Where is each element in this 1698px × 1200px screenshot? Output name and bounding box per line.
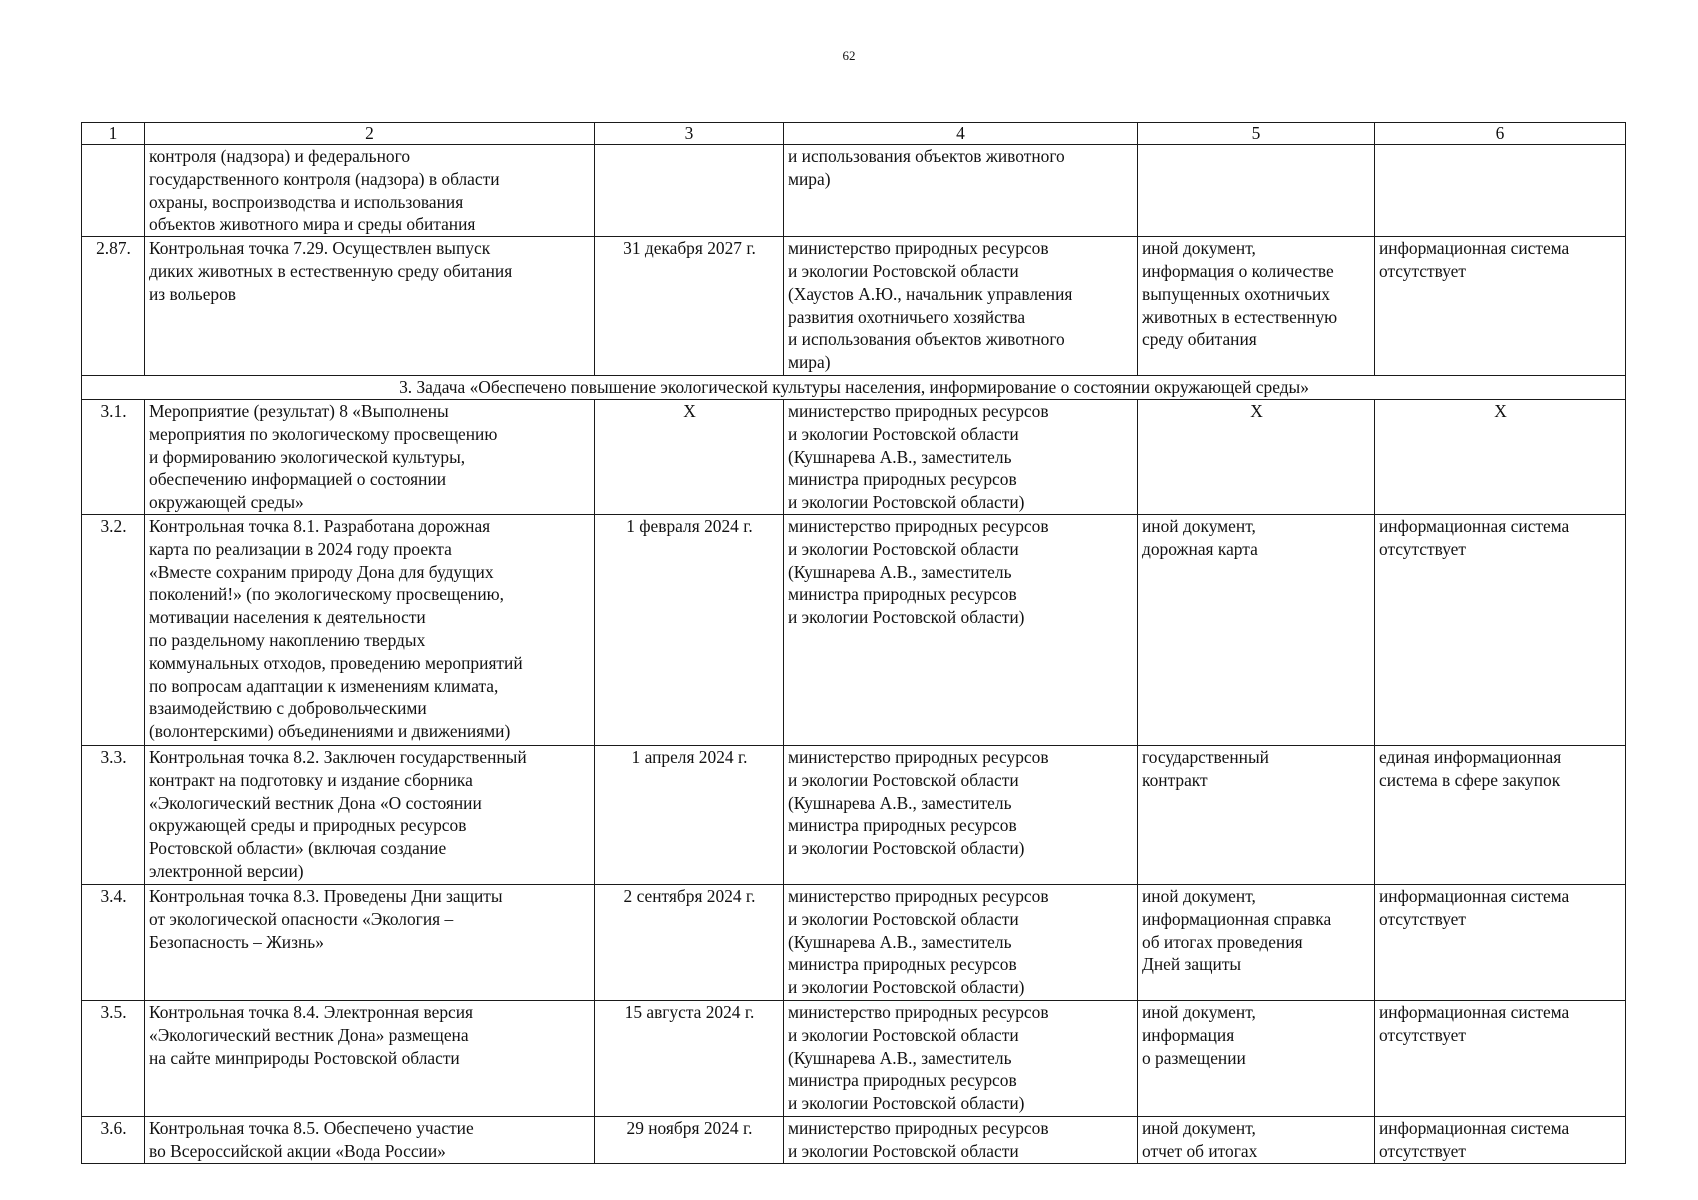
event-name-cell (145, 745, 595, 884)
info-system-cell (1375, 237, 1626, 376)
document-type-text: иной документ, информация о размещении (1142, 1001, 1256, 1068)
table-row (82, 399, 1626, 514)
due-date-cell (595, 145, 784, 237)
info-system-text: информационная система отсутствует (1379, 885, 1570, 929)
column-header-6: 6 (1375, 123, 1626, 145)
table-row (82, 745, 1626, 884)
info-system-text: информационная система отсутствует (1379, 515, 1570, 559)
responsible-text: министерство природных ресурсов и экологии Ростовской области (Кушнарева А.В., заместитель министра природных ресурсов и экологии Ростовской области) (788, 1001, 1049, 1114)
responsible-text: министерство природных ресурсов и экологии Ростовской области (Кушнарева А.В., заместитель министра природных ресурсов и экологии Ростовской области) (788, 400, 1049, 513)
info-system-text: информационная система отсутствует (1379, 1001, 1570, 1045)
event-name-text: контроля (надзора) и федерального государственного контроля (надзора) в области охраны, воспроизводства и использования объектов животного мира и среды обитания (149, 146, 500, 235)
due-date-cell: 29 ноября 2024 г. (595, 1116, 784, 1163)
row-number-cell: 3.2. (82, 514, 145, 745)
table-row (82, 1116, 1626, 1163)
column-header-2: 2 (145, 123, 595, 145)
event-name-cell (145, 399, 595, 514)
responsible-cell (784, 237, 1138, 376)
info-system-cell (1375, 1116, 1626, 1163)
table-row (82, 1000, 1626, 1116)
event-name-cell (145, 145, 595, 237)
column-header-5: 5 (1138, 123, 1375, 145)
responsible-cell (784, 145, 1138, 237)
due-date-cell: 1 апреля 2024 г. (595, 745, 784, 884)
document-type-cell (1138, 884, 1375, 1000)
responsible-text: министерство природных ресурсов и экологии Ростовской области (Хаустов А.Ю., начальник управления развития охотничьего хозяйства и использования объектов животного мира) (788, 238, 1073, 373)
row-number-cell: 3.5. (82, 1000, 145, 1116)
row-number-cell: 3.6. (82, 1116, 145, 1163)
event-name-cell (145, 1000, 595, 1116)
row-number-cell: 3.3. (82, 745, 145, 884)
event-name-text: Контрольная точка 8.2. Заключен государственный контракт на подготовку и издание сборника «Экологический вестник Дона «О состоянии окружающей среды и природных ресурсов Ростовской области» (включая создание электронной версии) (149, 746, 527, 881)
responsible-text: и использования объектов животного мира) (788, 146, 1065, 189)
responsible-text: министерство природных ресурсов и экологии Ростовской области (Кушнарева А.В., заместитель министра природных ресурсов и экологии Ростовской области) (788, 746, 1049, 859)
section-row (82, 376, 1626, 400)
column-header-1: 1 (82, 123, 145, 145)
page-number: 62 (842, 48, 856, 63)
info-system-cell: X (1375, 399, 1626, 514)
column-header-4: 4 (784, 123, 1138, 145)
row-number-cell: 3.4. (82, 884, 145, 1000)
event-name-cell (145, 514, 595, 745)
document-type-text: иной документ, информационная справка об итогах проведения Дней защиты (1142, 885, 1332, 975)
event-name-text: Контрольная точка 8.4. Электронная версия «Экологический вестник Дона» размещена на сайте минприроды Ростовской области (149, 1001, 474, 1068)
section-heading: 3. Задача «Обеспечено повышение экологической культуры населения, информирование о состоянии окружающей среды» (82, 376, 1626, 400)
event-name-cell (145, 237, 595, 376)
document-type-cell (1138, 145, 1375, 237)
document-type-cell (1138, 514, 1375, 745)
event-name-text: Контрольная точка 8.1. Разработана дорожная карта по реализации в 2024 году проекта «Вместе сохраним природу Дона для будущих поколений!» (по экологическому просвещению, мотивации населения к деятельности по раздельному накоплению твердых коммунальных отходов, проведению мероприятий по вопросам адаптации к изменениям климата, взаимодействию с добровольческими (волонтерскими) объединениями и движениями) (149, 515, 523, 742)
responsible-text: министерство природных ресурсов и экологии Ростовской области (Кушнарева А.В., заместитель министра природных ресурсов и экологии Ростовской области) (788, 885, 1049, 998)
due-date-cell: 2 сентября 2024 г. (595, 884, 784, 1000)
info-system-cell (1375, 1000, 1626, 1116)
due-date-cell: 15 августа 2024 г. (595, 1000, 784, 1116)
document-type-text: государственный контракт (1142, 746, 1269, 790)
event-name-cell (145, 884, 595, 1000)
table-row (82, 145, 1626, 237)
responsible-cell (784, 1116, 1138, 1163)
info-system-cell (1375, 884, 1626, 1000)
info-system-cell (1375, 145, 1626, 237)
info-system-text: информационная система отсутствует (1379, 238, 1570, 281)
document-type-text: иной документ, дорожная карта (1142, 515, 1258, 559)
event-name-text: Контрольная точка 8.5. Обеспечено участие во Всероссийской акции «Вода России» (149, 1117, 474, 1161)
due-date-cell: 1 февраля 2024 г. (595, 514, 784, 745)
responsible-cell (784, 1000, 1138, 1116)
column-number-row (82, 123, 1626, 145)
responsible-text: министерство природных ресурсов и экологии Ростовской области (788, 1117, 1049, 1161)
responsible-cell (784, 884, 1138, 1000)
responsible-cell (784, 399, 1138, 514)
responsible-cell (784, 514, 1138, 745)
row-number-cell: 3.1. (82, 399, 145, 514)
table-row (82, 237, 1626, 376)
table-row (82, 884, 1626, 1000)
event-name-text: Мероприятие (результат) 8 «Выполнены мероприятия по экологическому просвещению и формированию экологической культуры, обеспечению информацией о состоянии окружающей среды» (149, 400, 498, 513)
responsible-text: министерство природных ресурсов и экологии Ростовской области (Кушнарева А.В., заместитель министра природных ресурсов и экологии Ростовской области) (788, 515, 1049, 628)
document-type-cell (1138, 1116, 1375, 1163)
due-date-cell: X (595, 399, 784, 514)
row-number-cell: 2.87. (82, 237, 145, 376)
due-date-cell: 31 декабря 2027 г. (595, 237, 784, 376)
responsible-cell (784, 745, 1138, 884)
table-row (82, 514, 1626, 745)
document-type-text: иной документ, отчет об итогах (1142, 1117, 1258, 1161)
document-type-cell (1138, 237, 1375, 376)
column-header-3: 3 (595, 123, 784, 145)
document-type-text: иной документ, информация о количестве выпущенных охотничьих животных в естественную среду обитания (1142, 238, 1338, 350)
event-name-text: Контрольная точка 7.29. Осуществлен выпуск диких животных в естественную среду обитания из вольеров (149, 238, 513, 304)
event-name-text: Контрольная точка 8.3. Проведены Дни защиты от экологической опасности «Экология – Безопасность – Жизнь» (149, 885, 503, 952)
info-system-text: единая информационная система в сфере закупок (1379, 746, 1562, 790)
control-points-table (81, 122, 1626, 1164)
document-type-cell: X (1138, 399, 1375, 514)
document-type-cell (1138, 1000, 1375, 1116)
info-system-text: информационная система отсутствует (1379, 1117, 1570, 1161)
info-system-cell (1375, 745, 1626, 884)
info-system-cell (1375, 514, 1626, 745)
row-number-cell (82, 145, 145, 237)
document-type-cell (1138, 745, 1375, 884)
event-name-cell (145, 1116, 595, 1163)
